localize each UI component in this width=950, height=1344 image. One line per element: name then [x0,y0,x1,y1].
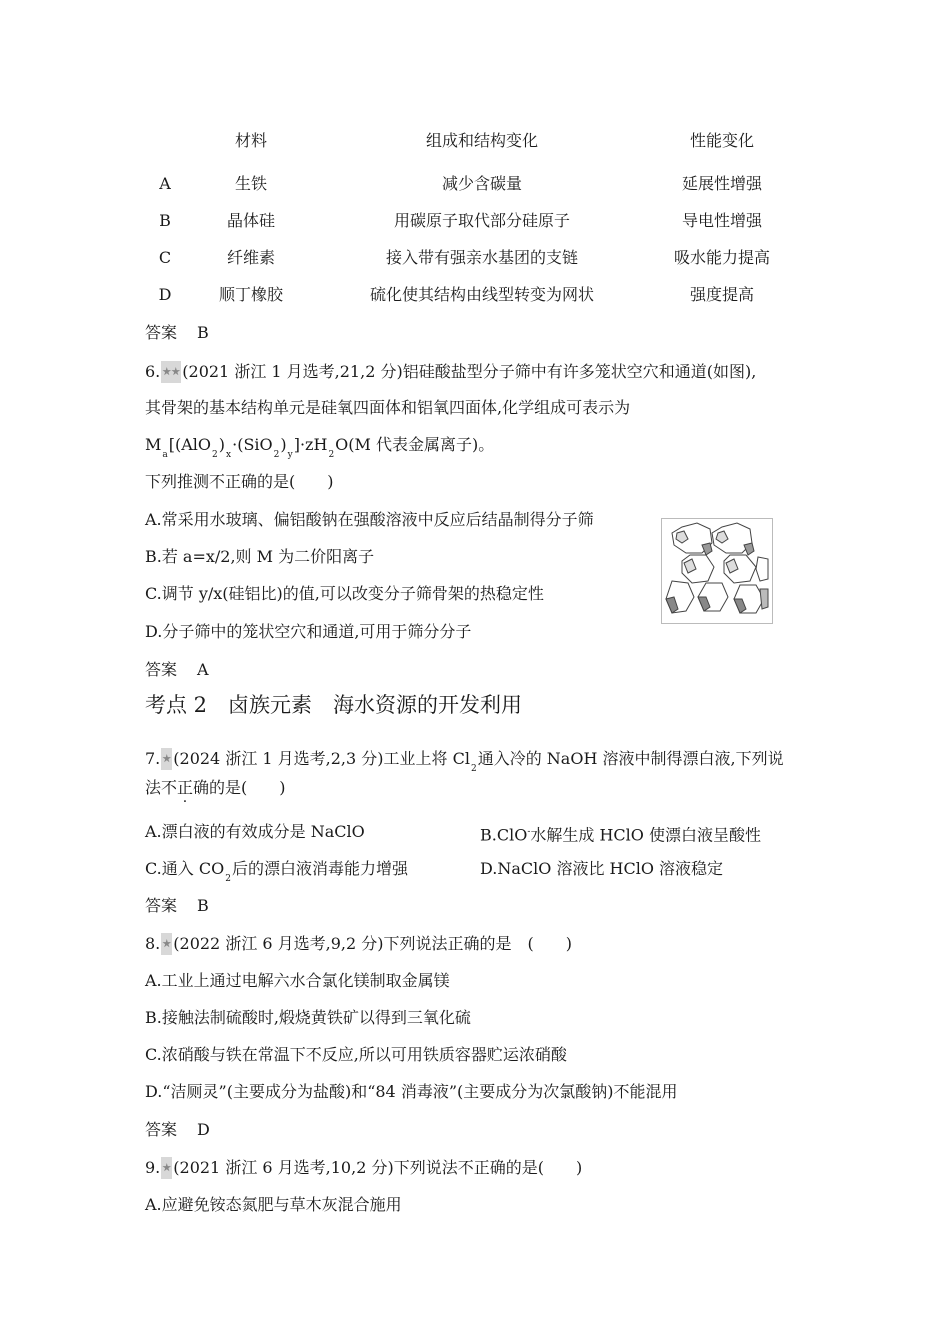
option-letter: C [158,248,172,267]
option-letter: D [158,285,172,304]
emphasis-text: 不正确 [161,778,210,797]
option-a: A.应避免铵态氮肥与草木灰混合施用 [145,1195,402,1214]
material-cell: 生铁 [234,174,268,193]
performance-cell: 导电性增强 [681,211,763,230]
table-header-performance: 性能变化 [689,131,755,150]
answer-line [145,896,209,916]
change-cell: 减少含碳量 [441,174,523,193]
answer-line [145,660,209,680]
option-a: A.常采用水玻璃、偏铝酸钠在强酸溶液中反应后结晶制得分子筛 [145,510,594,529]
answer-label: 答案 [145,323,178,342]
option-a: A.工业上通过电解六水合氯化镁制取金属镁 [145,971,450,990]
molecular-sieve-figure [661,518,773,624]
question-8-stem: 8. (2022 浙江 6 月选考,9,2 分)下列说法正确的是 ( ) [145,934,573,953]
answer-value: A [197,660,209,679]
question-number: 6. [145,362,161,381]
performance-cell: 延展性增强 [681,174,763,193]
zeolite-structure-icon [662,519,772,623]
option-c: C.调节 y/x(硅铝比)的值,可以改变分子筛骨架的热稳定性 [145,584,544,603]
question-7-line-1: 7. (2024 浙江 1 月选考,2,3 分)工业上将 $Cl_2$通入冷的 NaOH 溶液中制得漂白液,下列说 [145,749,784,774]
chemical-formula: $M_a[(AlO_2)_x\cdot(SiO_2)_y]\cdot zH_2O(M$ 代表金属离子)。 [145,435,495,460]
question-prompt: 下列推测不正确的是( ) [145,472,334,491]
option-d: D.分子筛中的笼状空穴和通道,可用于筛分分子 [145,622,472,641]
change-cell: 用碳原子取代部分硅原子 [393,211,571,230]
answer-line [145,323,209,343]
change-cell: 硫化使其结构由线型转变为网状 [369,285,595,304]
material-cell: 纤维素 [226,248,276,267]
answer-value: B [197,896,209,915]
change-cell: 接入带有强亲水基团的支链 [385,248,579,267]
answer-line [145,1120,210,1140]
question-number: 7. [145,749,161,768]
answer-value: D [197,1120,210,1139]
answer-value: B [197,323,209,342]
option-c: C.通入 $CO_2$后的漂白液消毒能力增强 [145,859,408,884]
answer-label: 答案 [145,1120,178,1139]
option-a: A.漂白液的有效成分是 NaClO [145,822,365,841]
option-letter: B [159,211,171,230]
difficulty-star-icon [161,748,172,770]
option-b: B.若 a=x/2,则 M 为二价阳离子 [145,547,375,566]
option-c: C.浓硝酸与铁在常温下不反应,所以可用铁质容器贮运浓硝酸 [145,1045,567,1064]
difficulty-star-icon [161,1157,172,1179]
performance-cell: 吸水能力提高 [673,248,771,267]
question-9-stem: 9. (2021 浙江 6 月选考,10,2 分)下列说法不正确的是( ) [145,1158,583,1177]
difficulty-star-icon [161,933,172,955]
question-number: 8. [145,934,161,953]
question-stem: (2021 浙江 1 月选考,21,2 分)铝硅酸盐型分子筛中有许多笼状空穴和通道(如图), [182,362,757,381]
answer-label: 答案 [145,660,178,679]
performance-cell: 强度提高 [689,285,755,304]
question-7-line-2: 法不正确的是( ) [145,778,286,797]
option-d: D.NaClO 溶液比 HClO 溶液稳定 [480,859,724,878]
option-d: D.“洁厕灵”(主要成分为盐酸)和“84 消毒液”(主要成分为次氯酸钠)不能混用 [145,1082,678,1101]
table-header-material: 材料 [234,131,268,150]
option-letter: A [159,174,171,193]
answer-label: 答案 [145,896,178,915]
difficulty-stars-icon [161,361,181,383]
question-6-line-2: 其骨架的基本结构单元是硅氧四面体和铝氧四面体,化学组成可表示为 [145,398,631,417]
question-number: 9. [145,1158,161,1177]
material-cell: 晶体硅 [226,211,276,230]
material-cell: 顺丁橡胶 [218,285,284,304]
section-heading: 考点 2 卤族元素 海水资源的开发利用 [145,693,523,717]
table-header-change: 组成和结构变化 [425,131,539,150]
option-b: B.接触法制硫酸时,煅烧黄铁矿以得到三氧化硫 [145,1008,471,1027]
option-b: B.ClO-水解生成 HClO 使漂白液呈酸性 [480,825,761,845]
question-6-line-1 [145,361,756,383]
